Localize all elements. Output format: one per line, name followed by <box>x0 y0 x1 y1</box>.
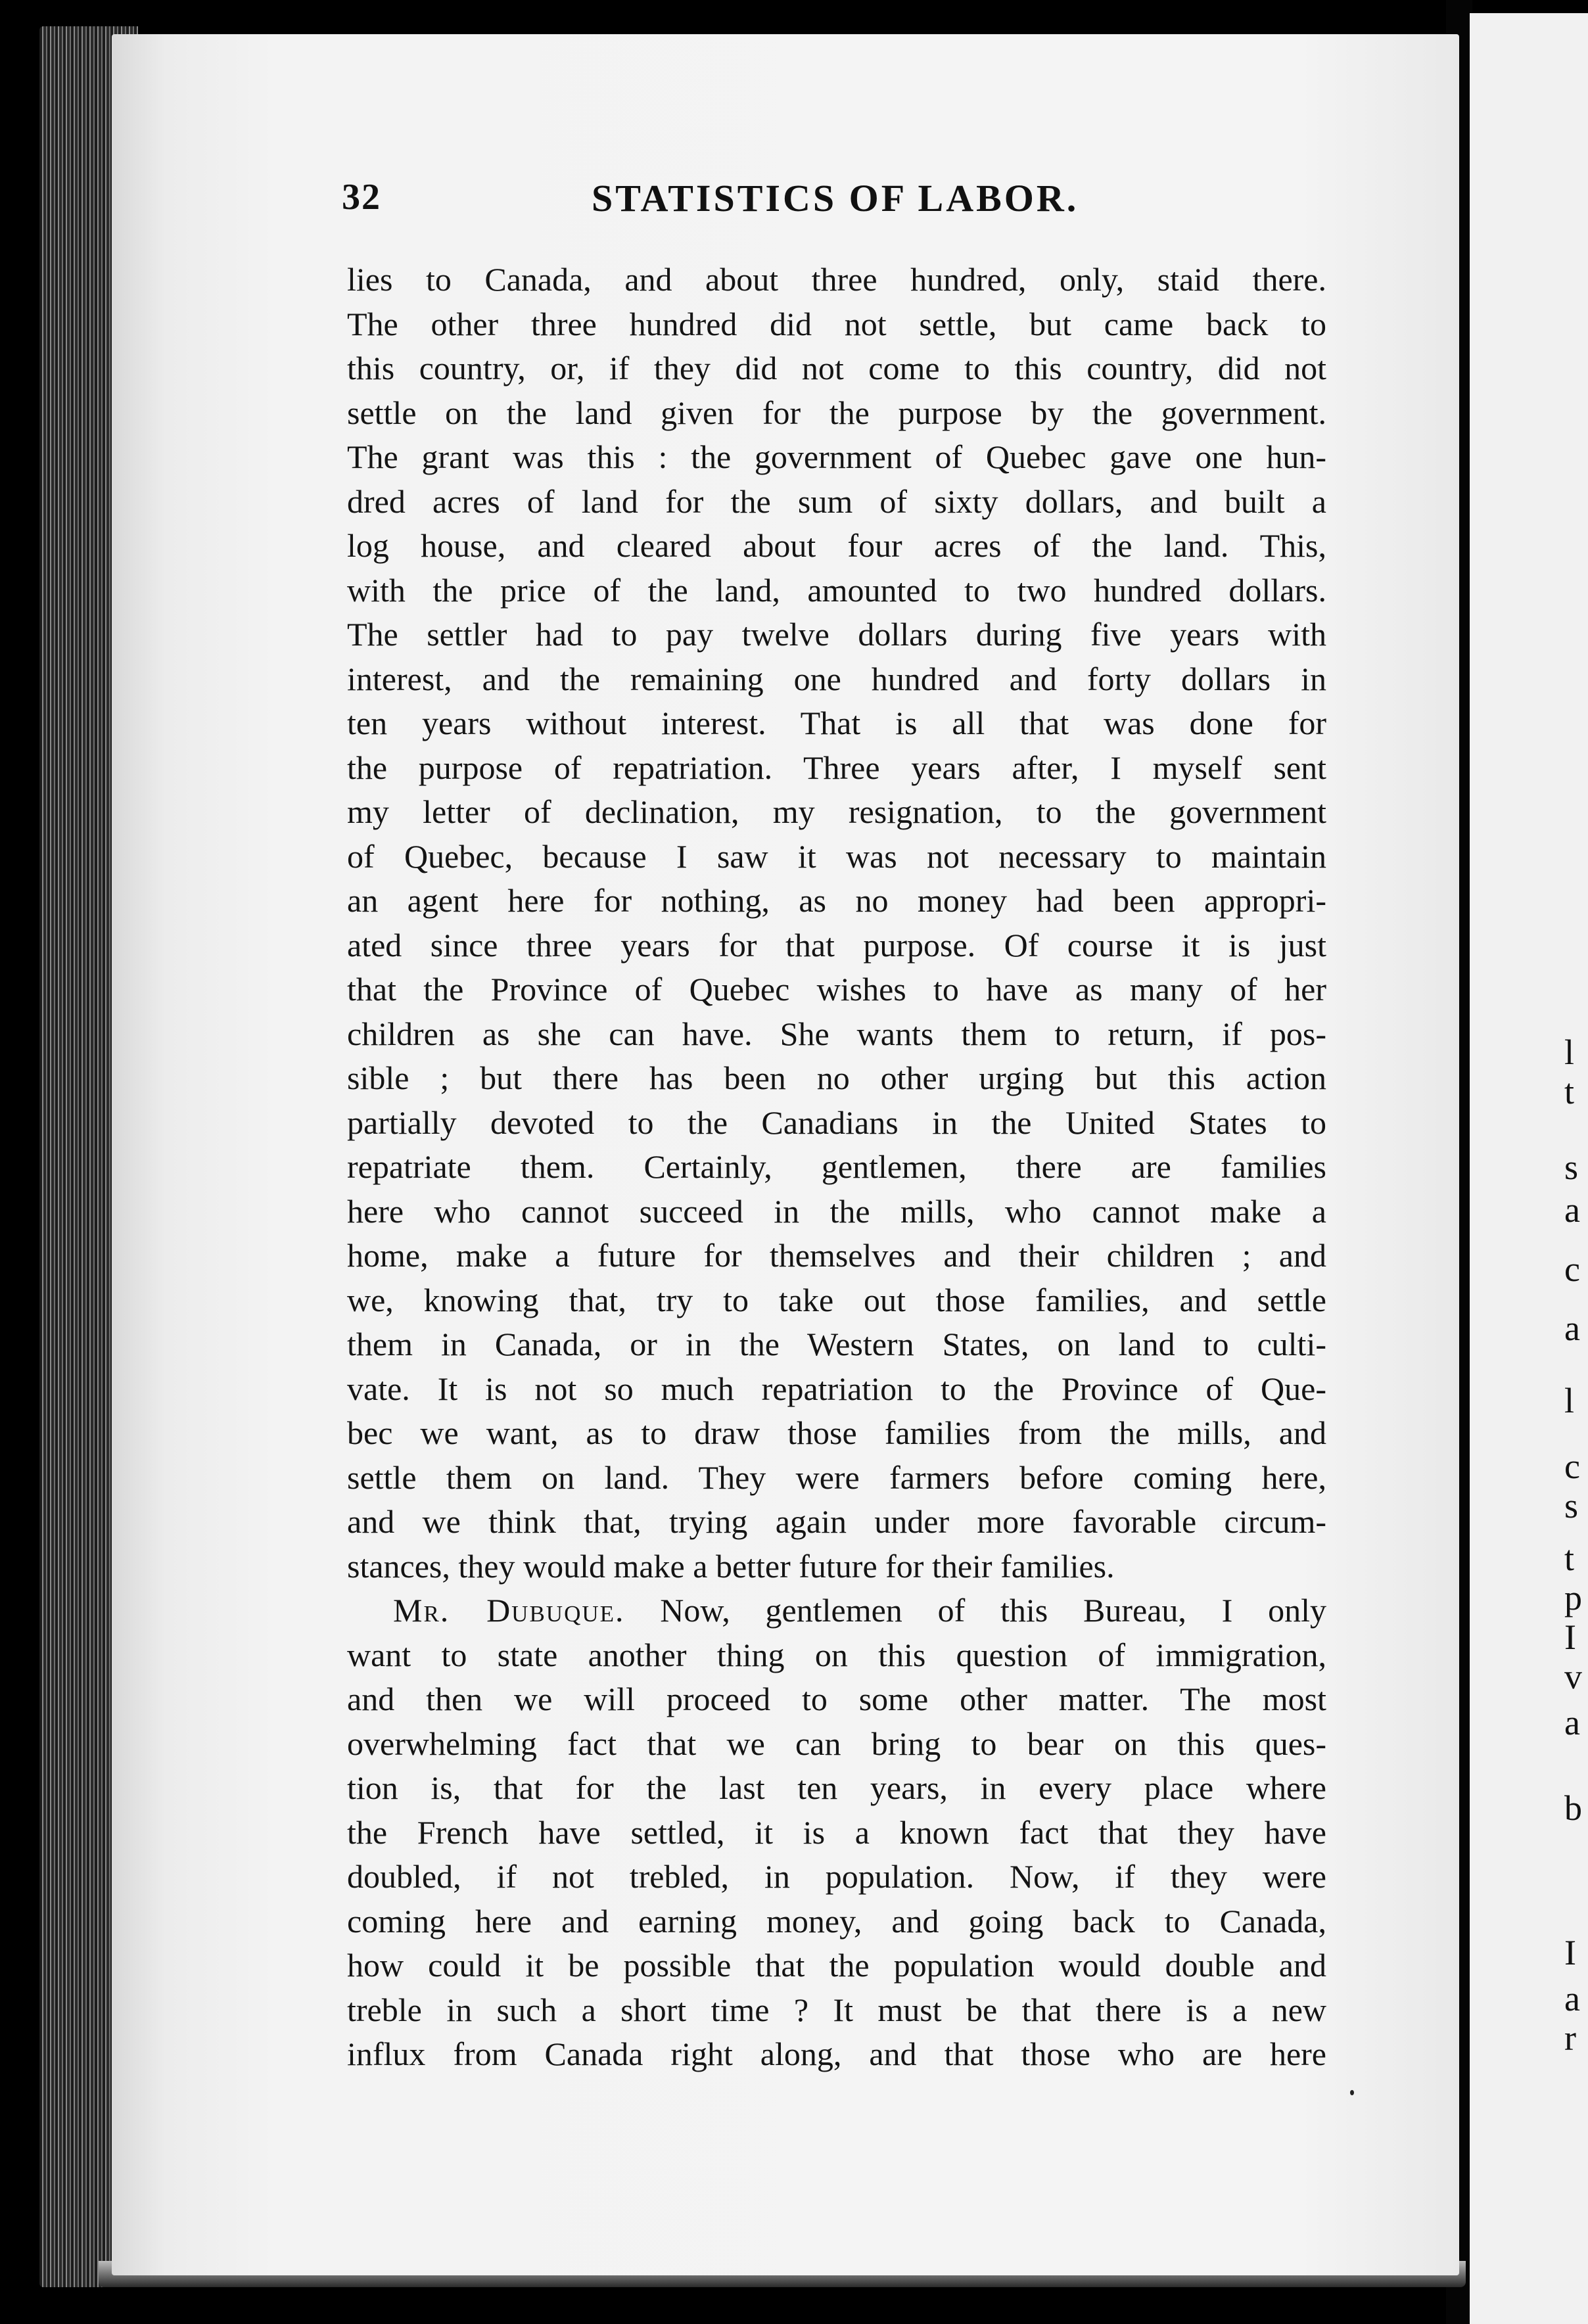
page-number: 32 <box>342 177 381 218</box>
body-text <box>347 258 1326 2077</box>
text-line: here who cannot succeed in the mills, who cannot make a <box>347 1192 1326 1230</box>
facing-page-fragment: b <box>1564 1788 1582 1828</box>
facing-page-fragment: I <box>1564 1933 1576 1972</box>
facing-page-fragment: a <box>1564 1703 1580 1742</box>
text-line: dred acres of land for the sum of sixty dollars, and built a <box>347 482 1326 520</box>
text-line: the French have settled, it is a known fact that they have <box>347 1813 1326 1851</box>
text-line: ated since three years for that purpose. Of course it is just <box>347 926 1326 964</box>
text-line: of Quebec, because I saw it was not necessary to maintain <box>347 837 1326 875</box>
facing-page-fragment: a <box>1564 1309 1580 1348</box>
text-line: them in Canada, or in the Western States, on land to culti- <box>347 1326 1326 1362</box>
facing-page-fragment: s <box>1564 1486 1579 1525</box>
text-line: sible ; but there has been no other urging but this action <box>347 1059 1326 1096</box>
facing-page-fragment: l <box>1564 1033 1575 1072</box>
text-line: we, knowing that, try to take out those families, and settle <box>347 1281 1326 1318</box>
text-line: the purpose of repatriation. Three years after, I myself sent <box>347 749 1326 786</box>
facing-page-fragment: v <box>1564 1657 1582 1696</box>
facing-page-fragment: a <box>1564 1979 1580 2018</box>
text-line: this country, or, if they did not come to this country, did not <box>347 350 1326 386</box>
speaker-paragraph-start <box>347 1589 1326 1633</box>
facing-page-fragment: t <box>1564 1539 1575 1578</box>
text-line: settle on the land given for the purpose by the government. <box>347 394 1326 431</box>
facing-page-fragment: c <box>1564 1249 1580 1289</box>
text-line: vate. It is not so much repatriation to the Province of Que- <box>347 1370 1326 1407</box>
text-line: tion is, that for the last ten years, in every place where <box>347 1769 1326 1806</box>
text-line: treble in such a short time ? It must be that there is a new <box>347 1991 1326 2028</box>
text-line: stances, they would make a better future for their families. <box>347 1547 1115 1585</box>
text-line: coming here and earning money, and going back to Canada, <box>347 1902 1326 1940</box>
text-line: an agent here for nothing, as no money had been appropri- <box>347 882 1326 919</box>
text-line: how could it be possible that the population would double and <box>347 1947 1326 1984</box>
facing-page-fragment: t <box>1564 1072 1575 1111</box>
text-line: doubled, if not trebled, in population. Now, if they were <box>347 1858 1326 1895</box>
text-line: partially devoted to the Canadians in the United States to <box>347 1104 1326 1141</box>
text-line: repatriate them. Certainly, gentlemen, there are families <box>347 1148 1326 1185</box>
facing-page-fragment: p <box>1564 1578 1582 1617</box>
scan-speck <box>1350 2090 1354 2095</box>
text-line: bec we want, as to draw those families from the mills, and <box>347 1414 1326 1451</box>
text-line: influx from Canada right along, and that those who are here <box>347 2035 1326 2072</box>
text-line: log house, and cleared about four acres of the land. This, <box>347 527 1326 564</box>
text-line: with the price of the land, amounted to two hundred dollars. <box>347 571 1326 609</box>
running-title: STATISTICS OF LABOR. <box>592 177 1079 220</box>
text-line: and we think that, trying again under more favorable circum- <box>347 1503 1326 1540</box>
text-line: interest, and the remaining one hundred and forty dollars in <box>347 660 1326 697</box>
text-line: children as she can have. She wants them to return, if pos- <box>347 1015 1326 1052</box>
text-line: overwhelming fact that we can bring to bear on this ques- <box>347 1725 1326 1762</box>
text-line: and then we will proceed to some other matter. The most <box>347 1681 1326 1717</box>
facing-page-fragment: s <box>1564 1148 1579 1187</box>
text-line: want to state another thing on this question of immigration, <box>347 1636 1326 1673</box>
text-line: settle them on land. They were farmers before coming here, <box>347 1458 1326 1496</box>
text-line: my letter of declination, my resignation, to the government <box>347 793 1326 830</box>
text-line: lies to Canada, and about three hundred, only, staid there. <box>347 261 1326 298</box>
facing-page-fragment: r <box>1564 2018 1576 2058</box>
facing-page-fragment: I <box>1564 1617 1576 1657</box>
text-line: The grant was this : the government of Quebec gave one hun- <box>347 438 1326 475</box>
text-line: ten years without interest. That is all that was done for <box>347 705 1326 741</box>
facing-page-fragment: c <box>1564 1447 1580 1486</box>
facing-page-fragment: a <box>1564 1190 1580 1230</box>
speaker-line-text: Now, gentlemen of this Bureau, I only <box>660 1592 1326 1629</box>
speaker-name: Mr. Dubuque. <box>393 1592 625 1629</box>
text-line: The settler had to pay twelve dollars during five years with <box>347 616 1326 653</box>
text-line: The other three hundred did not settle, but came back to <box>347 305 1326 342</box>
text-line: that the Province of Quebec wishes to have as many of her <box>347 971 1326 1008</box>
facing-page-fragment: l <box>1564 1381 1575 1420</box>
text-line: home, make a future for themselves and their children ; and <box>347 1237 1326 1274</box>
running-header <box>342 176 1341 229</box>
